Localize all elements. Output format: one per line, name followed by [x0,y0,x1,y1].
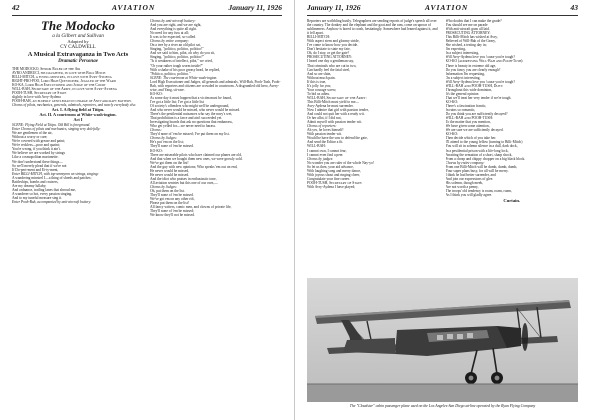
text-line: That criminals who are cut in two, [307,63,357,68]
caption-text: cabin passenger plane used on the Los Angeles-San Diego airline operated by the Ryan Flying Company [375,404,536,408]
text-line: I cannot own, I cannot fear, [307,148,347,153]
text-line: This Billi-Mitch must yield to me— [307,99,360,104]
act-1-text [12,118,144,204]
caption-plane-name: Cloudster [358,404,374,408]
act-2-location: Act. II. A courtroom at White-wash-ington. [39,112,117,118]
left-columns [12,19,282,217]
article-title: The Modocko [40,19,116,33]
text-line: With a shake of his poor greasy head, he replied, [150,67,221,72]
author-name: CY CALDWELL [60,44,96,50]
text-line: They'll none of 'em be missed; [150,209,194,214]
column-3 [307,19,440,275]
text-line: Lord High Executioner and Judges, all generals and admirals, Will-Bah, Pooh-Tush, Pooh-Bah, with reporters and citizens are crowded in courtroom. A disgruntled old hero, Avery-wise, and Yang, sit-rare. [150,79,281,92]
text-line: I'm expecting, [445,47,466,52]
text-line: And that when we bought them new ones, we were grossly sold. [150,156,243,161]
text-line: "Politico, politico, politico." [150,71,191,76]
text-line: Who get yelled for—we never need to harass. [150,124,216,129]
text-line: Ah yes, he loves himself! [307,128,344,133]
text-line: We know they'll not be missed. [150,213,195,218]
text-line: You're wrong, if you think it ain't. [12,147,61,152]
text-line: With anti-aircraft guns all laid. [445,27,490,32]
text-line: I think he had better surrender, and [445,172,496,177]
text-line: POOH-TUSH, Secretary of State [12,90,67,95]
text-line: Your super plans busy, for all will be merry. [445,168,509,173]
text-line: You will sit in solemn silence in a dull, dark dock, [445,144,518,149]
text-line: Congratulate your fine career. [307,176,350,181]
text-line: Are my dreamy lullaby; [12,183,47,188]
text-line: AVRO ANDRUCI, his daughter, in love with Billi Mitch [12,70,106,75]
text-line: POOH-BAH, an elderly gentleman in charge of Anti-aircraft battery. [12,98,133,103]
cloudster-biplane-image [307,278,578,402]
text-line: WILL-BAH, Secretary of the Army, in love with Avry-Aydena [12,86,117,91]
text-line: And join our expressions of glee. [445,176,494,181]
text-line: There's the pestilential nuisances who say the navy's wet, [150,112,233,117]
text-line: KO-KA, Lord High Executioner and Judge of the Court [12,82,106,87]
text-line: Your courage screw, [307,87,337,92]
column-2-text [150,19,282,217]
text-line: And to my tuneful measure sing it. [12,195,63,200]
text-line: "Is it weakness of intellect, pilot," we cried, [150,59,213,64]
text-line: Without much pain. [307,75,336,80]
text-line: You should see me on parade [445,23,488,28]
text-line: We've got em on any other rift, [150,197,195,202]
text-line: There's a fascination frantic, [445,103,487,108]
text-line: We are sure we are sufficiently decayed. [445,128,504,133]
text-line: With aspect stern and gloomy stride, [307,39,360,44]
text-line: WILL-BAH: [307,144,326,149]
dramatis-personae-list [12,67,144,107]
text-line: Then decide which of you take her. [445,136,497,141]
text-line: From one Billi-Mitch will be dumb, dumb, dumb, [445,164,518,169]
text-line: And send the Editor a fit. [307,140,344,145]
issue-date: January 11, 1926 [228,3,282,12]
text-line: And you are right, and we are right, [150,23,202,28]
text-line: That we'll treat her very tender if we're tough. [445,95,512,100]
text-line: They'd none of 'em be missed; I've put them on my list. [150,132,230,137]
text-line: Can hardly feel the fatal steel, [307,67,351,72]
issue-date: January 11, 1926 [307,3,361,12]
section-heading: Dramatic Personae [58,58,98,64]
text-line: Chorus by judges: [307,156,334,161]
left-running-head [12,3,282,15]
text-line: Chorus: [150,128,162,133]
text-line: PROSECUTING ATTORNEY: [307,55,353,60]
text-line: All aviation sentries but this one of our own,— [150,180,218,185]
text-line: SCENE: The courtroom at White-wash-ington. [150,75,218,80]
text-line: As some day it must happen that a victim must be found, [150,95,232,100]
text-line: I heard one day a gentleman say, [307,59,354,64]
text-line: Investigating boards that ask no questions that embarrass, [150,120,233,125]
photo-caption: The "Cloudster" cabin passenger plane used on the Los Angeles-San Diego airline operated by the Ryan Flying Company [349,404,536,408]
text-line: Without a worry or care; [12,135,48,140]
text-line: KO-KO (addressing Will-Bah and Pooh-Tush): [445,59,524,64]
text-line: A wanderer so hot, every passion singing. [12,191,73,196]
text-line: "Or your rather tough worm inside?" [150,63,203,68]
text-line: He's put 'em on the list; [150,140,184,145]
text-line: Enter Pooh-Bah, accompanied by anti-aircraft battery. [12,200,92,204]
text-line: We're covered with grease and paint; [12,139,65,144]
article-header [12,19,144,65]
text-line: We have given some attention, [445,124,490,129]
text-line: In a pestilential prison with a life-long lock, [445,148,509,153]
text-line: We're reckless—poor and quaint; [12,143,60,148]
text-line: So we'll merely plead that if we're not [12,163,67,168]
column-4 [446,19,579,275]
text-line: Information I'm requesting, [445,71,485,76]
column-1 [12,19,144,217]
text-line: Believed of Will-Bah of the Geary, [445,39,496,44]
text-line: If this is true, [307,79,327,84]
text-line: If Do-pert-ment and Ei-ty-ment, [12,167,59,172]
text-line: So let us then, your aid advance, [307,164,354,169]
text-line: KO-KO: [150,91,163,96]
text-line: To bid us adieu. [307,91,330,96]
text-line: Act I [73,117,83,123]
text-line: THE MODOCKO, Senior Ruler of the Air [12,66,81,71]
text-line: Reporters are scribbling busily. Telegraphers are sending reports of judge's speech all over the country. The donkey and the elephant and the goat and the ram, come on uproar of sublimeness. Anyhow is bored to crash, hesitatingly. Somewhere had leaned against it, and it fell apart. [307,19,438,36]
text-line: Enter Chorus of pilots and mechanics, singing very dolefully: [12,127,101,132]
text-line: BILLI-MITCH, a flying minstrel, in love with Avry-Aydena [12,74,112,79]
text-line: All fancy writers, comic men, and clowns of private life, [150,205,232,210]
text-line: Chorus by Judges: [150,184,177,189]
text-line: POOH-TUSH, Secretary of State: [307,180,363,185]
text-line: They'll none of 'em be missed. [150,144,194,149]
text-line: Singing, "politico, politico, politico?" [150,55,205,60]
text-line: PROSECUTING ATTORNEY: [445,31,491,36]
text-line: And ordnance, trailing lanes that shroud me, [12,187,76,192]
text-line: Chorus of reporters: [307,124,337,129]
running-title: AVIATION [425,3,469,12]
text-line: WILL-BAH, Secretary of the Army: [307,95,367,100]
text-line: Throughout this wide dominion, [445,87,493,92]
article-byline: a la Gilbert and Sullivan [52,33,104,39]
text-line: No need for any fuss at all; [150,31,189,36]
text-line: Chorus by anti-aircraft battery: [150,19,196,23]
text-line: Chorus of pilots, mechanics, generals, admirals, reporters, and nearly everybody else. [12,102,137,107]
text-line: Avry-Aydena he must surrender. [307,103,354,108]
column-2 [150,19,282,217]
right-running-head [307,3,578,15]
text-line: WILL-BAH and POOH-TUSH, Duet: [445,83,504,88]
caption-prefix: The [349,404,356,408]
text-line: Awaiting the sensation of a short, sharp shock, [445,152,513,157]
text-line: We've got them on the list! [150,160,189,165]
text-line: This Billi-Mitch has wished at Avry, [445,35,498,40]
text-line: BILLI-MITCH: [307,35,330,40]
text-line: With Avry-Aydena I have played; [307,184,356,189]
running-title: AVIATION [112,3,156,12]
text-line: RIGHT-PRO-POO, Lord High Questioner, Juggler of the Ward [12,78,116,83]
text-line: On a subject interesting, [445,75,481,80]
text-line: Chorus by entire company: [445,160,485,165]
text-line: slightly in love with Avry-Aydena [12,94,61,99]
text-line: It's the general opinion [445,91,479,96]
text-line: Are not worth a penny, [445,184,479,189]
text-line: Of society's offenders who might well be underground, [150,103,230,108]
text-line: On a tree by a river an old pilot sat, [150,43,201,48]
text-line: I've come to know how you decide. [307,43,359,48]
text-line: Chorus by entire company: [150,39,190,44]
text-line: No wonder you are ruler of the whole Nay-yo! [307,160,375,165]
column-3-text [307,19,440,189]
text-line: That prohibition is a farce and ain't succeeded yet. [150,116,223,121]
text-line: Curtain. [503,198,521,204]
article-subtitle: A Musical Extravaganza in Two Acts [27,50,129,58]
text-line: As I think you will gladly agree. [445,193,493,198]
text-line: Please put them on the list! [150,201,190,206]
text-line: Now I admire that girl with passion tender, [307,108,369,113]
text-line: Admit myself with passion tender wit. [307,120,363,125]
adapted-by: Adapted by [67,39,89,44]
text-line: There is beauty in extreme old age, [445,63,497,68]
right-page [295,0,590,420]
text-line: Do you think you are sufficiently decayed? [445,112,508,117]
text-line: Will Avry-Aydena love you 'cause you're tough? [445,55,515,60]
page-number: 42 [12,3,20,12]
text-line: And who never would be missed, who never would be missed. [150,108,241,113]
column-4-text [446,19,579,203]
text-line: A wandering minstrel I—a thing of shreds and patches; [12,175,92,180]
text-line: Do you fancy you are clearly enough? [445,67,501,72]
text-line: And could not quit her with a ready wit. [307,112,365,117]
text-line: And so are slain, [307,71,332,76]
text-line: Enter BILLI-MITCH, with top-ummyron on strings, singing: [12,171,99,176]
text-line: There are miserable pilots who have claimed our planes are old, [150,152,242,157]
text-line: It's jolly for you; [307,83,332,88]
text-line: With laughing song and merry dance, [307,168,361,173]
text-line: It was to be expected, so-called. [150,35,197,40]
text-line: I'll attend to the young fellow (turning to Billi-Mitch) [445,140,523,145]
text-line: They'll none of 'em be missed. [150,193,194,198]
text-line: Or her allot, if I did not, [307,116,342,121]
text-line: We don't understand these things— [12,159,63,164]
text-line: To the matter that you mention, [445,120,491,125]
text-line: In a subject interesting, [445,51,480,56]
text-line: The troops' old tendency is roam, roam, roam, [445,188,512,193]
text-line: She wished, a testing day in; [445,43,487,48]
text-line: Who doubts that I can make the grade? [445,19,502,23]
header-rule [307,15,578,16]
text-line: WILL-BAH and POOH-TUSH: [445,116,493,121]
text-line: KO-KO: [150,148,163,153]
text-line: We are gentlemen of the air, [12,131,53,136]
text-line: Oh, do I stay, or get the gate? [307,51,350,56]
text-line: In ruins so romantic, [445,108,476,113]
text-line: With passion tender wit. [307,132,342,137]
text-line: And the guy with new opinions; Who speaks 'em out on end, [150,164,238,169]
text-line: Would he have the saw to defend the gate, [307,136,368,141]
text-line: Don't hesitate to state my fate, [307,47,351,52]
text-line: KO-KO: [445,99,459,104]
text-line: He never would be missed. [150,172,190,177]
text-line: He never would be missed, [150,168,190,173]
text-line: From a cheap and chippy chopper on a big black block. [445,156,526,161]
biplane-photo [307,278,578,402]
text-line: We believe we are worked by strings [12,151,65,156]
text-line: And everything is quite all right. [150,27,197,32]
header-rule [12,15,282,16]
text-line: Singing, "politico, politico, politico!" [150,47,204,52]
text-line: I cannot even find a peer. [307,152,344,157]
right-columns [307,19,578,275]
text-line: Battleships, bombs and cruisers, [12,179,59,184]
text-line: Like a cosmopolitan marionette. [12,155,59,160]
text-line: With joyous shout and ringing cheer, [307,172,361,177]
text-line: I've got a little list; I've got a little list [150,99,204,104]
text-line: Chorus by Judges: [150,136,177,141]
text-line: KO-KO: [445,132,459,137]
text-line: Will Avry-Aydena love you 'cause you're tough? [445,79,515,84]
text-line: SCENE: Flying Field at Titipu. Old Bill is foreground. [12,123,91,128]
page-number: 43 [570,3,578,12]
text-line: His solemn, though meek, [445,180,484,185]
text-line: And the idiot who praises in enthusiastic tone, [150,176,217,181]
act-1-location: Act. I. A flying field at Titipu. [51,106,105,112]
text-line: And we said to him, pilot, oh why do you sit, [150,51,215,56]
text-line: Oh, put them on the list. [150,188,185,193]
